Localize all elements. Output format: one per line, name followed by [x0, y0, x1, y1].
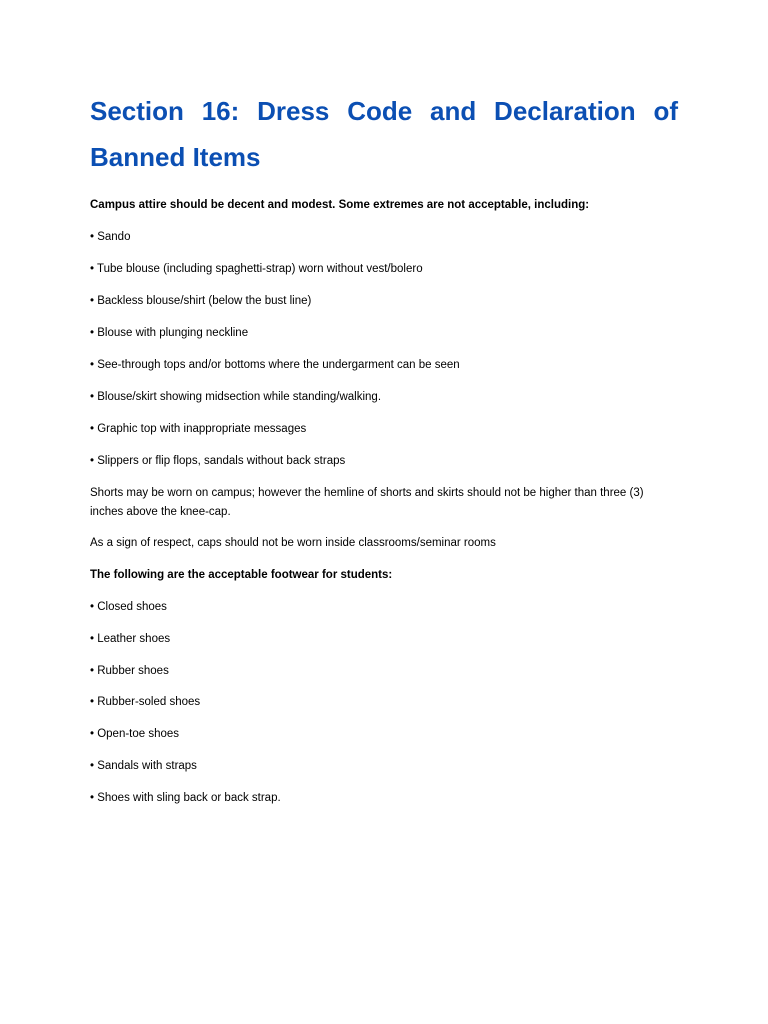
banned-item-see-through: • See-through tops and/or bottoms where the undergarment can be seen [90, 359, 460, 371]
footwear-item-closed-shoes: • Closed shoes [90, 601, 167, 613]
banned-item-tube-blouse: • Tube blouse (including spaghetti-strap) worn without vest/bolero [90, 263, 423, 275]
caps-rule-text: As a sign of respect, caps should not be worn inside classrooms/seminar rooms [90, 537, 496, 549]
footwear-item-leather-shoes: • Leather shoes [90, 633, 171, 645]
banned-item-plunging-neckline: • Blouse with plunging neckline [90, 327, 249, 339]
footwear-heading: The following are the acceptable footwear for students: [90, 569, 393, 581]
footwear-item-sling-back-shoes: • Shoes with sling back or back strap. [90, 792, 281, 804]
section-title: Section 16: Dress Code and Declaration of Banned Items [90, 96, 678, 172]
footwear-item-open-toe-shoes: • Open-toe shoes [90, 728, 180, 740]
banned-item-graphic-top: • Graphic top with inappropriate messages [90, 423, 307, 435]
footwear-item-rubber-soled-shoes: • Rubber-soled shoes [90, 696, 201, 708]
banned-item-midsection: • Blouse/skirt showing midsection while standing/walking. [90, 391, 382, 403]
footwear-item-sandals-with-straps: • Sandals with straps [90, 760, 197, 772]
banned-item-slippers: • Slippers or flip flops, sandals without back straps [90, 455, 346, 467]
shorts-rule-text: Shorts may be worn on campus; however the hemline of shorts and skirts should not be higher than three (3) inches above the knee-cap. [90, 487, 644, 518]
banned-item-backless-blouse: • Backless blouse/shirt (below the bust line) [90, 295, 312, 307]
footwear-item-rubber-shoes: • Rubber shoes [90, 665, 169, 677]
banned-item-sando: • Sando [90, 231, 131, 243]
intro-text: Campus attire should be decent and modest. Some extremes are not acceptable, including: [90, 199, 590, 211]
